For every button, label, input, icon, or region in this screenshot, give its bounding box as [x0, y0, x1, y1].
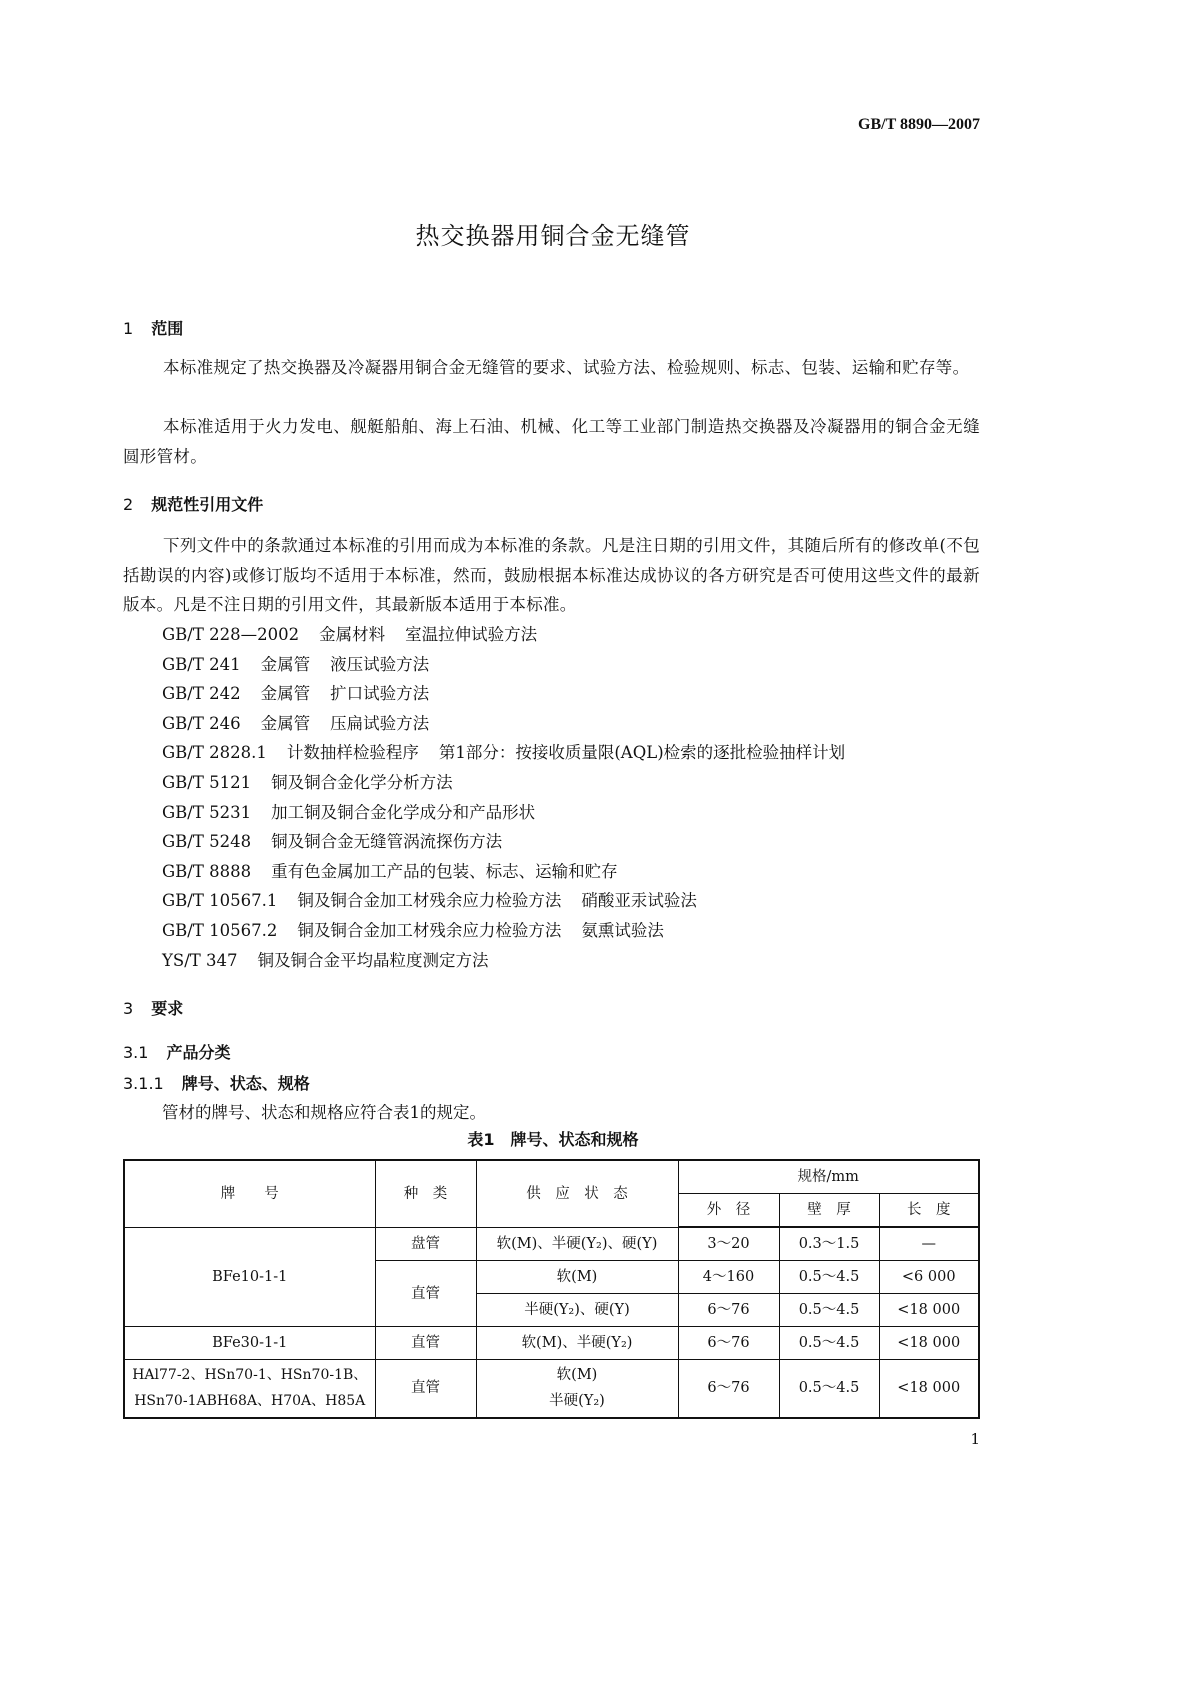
header-grade: 牌 号 [124, 1160, 375, 1227]
reference-code: GB/T 8888 [162, 861, 252, 881]
header-od: 外 径 [678, 1194, 779, 1228]
header-state: 供 应 状 态 [476, 1160, 678, 1227]
cell-wall: 0.5～4.5 [779, 1261, 879, 1294]
section-3-1-heading [123, 1040, 230, 1063]
cell-wall: 0.5～4.5 [779, 1360, 879, 1418]
cell-type: 盘管 [375, 1227, 476, 1261]
cell-length: <6 000 [879, 1261, 979, 1294]
header-spec: 规格/mm [678, 1160, 979, 1194]
reference-code: GB/T 241 [162, 654, 241, 674]
reference-item [162, 886, 845, 916]
cell-grade [124, 1360, 375, 1418]
section-title: 范围 [151, 319, 184, 338]
cell-od: 6～76 [678, 1360, 779, 1418]
section-title: 规范性引用文件 [151, 495, 264, 514]
cell-state: 软(M)、半硬(Y₂)、硬(Y) [476, 1227, 678, 1261]
section-3-heading [123, 996, 183, 1019]
section-title: 牌号、状态、规格 [181, 1074, 310, 1093]
reference-code: GB/T 2828.1 [162, 743, 267, 763]
cell-od: 3～20 [678, 1227, 779, 1261]
section-3-1-1-heading [123, 1071, 310, 1094]
reference-item [162, 946, 845, 976]
reference-title: 铜及铜合金平均晶粒度测定方法 [257, 950, 489, 970]
section-3-1-1-text: 管材的牌号、状态和规格应符合表1的规定。 [162, 1103, 486, 1122]
cell-od: 6～76 [678, 1294, 779, 1327]
section-1-heading [123, 316, 183, 339]
section-1-para-1: 本标准规定了热交换器及冷凝器用铜合金无缝管的要求、试验方法、检验规则、标志、包装、运输和贮存等。 [163, 358, 970, 377]
reference-title: 计数抽样检验程序 [286, 743, 419, 763]
table-row [124, 1227, 979, 1261]
reference-item [162, 857, 845, 887]
cell-od: 6～76 [678, 1327, 779, 1360]
cell-state: 软(M)、半硬(Y₂) [476, 1327, 678, 1360]
reference-code: GB/T 10567.2 [162, 920, 278, 940]
table-caption: 表1 牌号、状态和规格 [467, 1130, 639, 1149]
cell-type: 直管 [375, 1360, 476, 1418]
reference-title: 铜及铜合金无缝管涡流探伤方法 [271, 832, 503, 852]
cell-wall: 0.3～1.5 [779, 1227, 879, 1261]
reference-subtitle: 室温拉伸试验方法 [405, 625, 538, 644]
reference-title: 重有色金属加工产品的包装、标志、运输和贮存 [271, 861, 618, 881]
cell-wall: 0.5～4.5 [779, 1327, 879, 1360]
cell-type: 直管 [375, 1261, 476, 1327]
grade-state-spec-table [123, 1159, 980, 1419]
reference-code: GB/T 228—2002 [162, 625, 300, 644]
section-title: 要求 [151, 999, 184, 1018]
reference-item [162, 827, 845, 857]
reference-item [162, 679, 845, 709]
reference-code: GB/T 5248 [162, 832, 252, 852]
reference-code: GB/T 5121 [162, 772, 252, 792]
reference-item [162, 709, 845, 739]
reference-subtitle: 第1部分：按接收质量限(AQL)检索的逐批检验抽样计划 [438, 743, 846, 763]
section-2-heading [123, 492, 263, 515]
section-number: 3 [123, 999, 134, 1018]
reference-code: GB/T 242 [162, 684, 241, 704]
state-line-2: 半硬(Y₂) [549, 1393, 605, 1410]
cell-state [476, 1360, 678, 1418]
document-title: 热交换器用铜合金无缝管 [415, 222, 691, 250]
reference-title: 铜及铜合金加工材残余应力检验方法 [297, 891, 562, 911]
header-wall: 壁 厚 [779, 1194, 879, 1228]
section-number: 2 [123, 495, 134, 514]
section-1-para-2: 本标准适用于火力发电、舰艇船舶、海上石油、机械、化工等工业部门制造热交换器及冷凝器用的铜合金无缝圆形管材。 [123, 417, 980, 466]
cell-grade: BFe30-1-1 [124, 1327, 375, 1360]
normative-references-list [162, 620, 845, 975]
reference-code: YS/T 347 [162, 950, 238, 970]
reference-title: 铜及铜合金化学分析方法 [271, 772, 453, 792]
header-type: 种 类 [375, 1160, 476, 1227]
reference-title: 金属材料 [319, 625, 386, 644]
reference-item [162, 916, 845, 946]
cell-length: <18 000 [879, 1294, 979, 1327]
cell-length: — [879, 1227, 979, 1261]
cell-grade: BFe10-1-1 [124, 1227, 375, 1327]
reference-subtitle: 氨熏试验法 [581, 920, 664, 940]
cell-length: <18 000 [879, 1327, 979, 1360]
reference-title: 加工铜及铜合金化学成分和产品形状 [271, 802, 536, 822]
standard-number: GB/T 8890—2007 [858, 116, 980, 133]
reference-code: GB/T 5231 [162, 802, 252, 822]
table-header-row [124, 1160, 979, 1194]
cell-type: 直管 [375, 1327, 476, 1360]
reference-item [162, 768, 845, 798]
cell-state: 软(M) [476, 1261, 678, 1294]
section-2-para: 下列文件中的条款通过本标准的引用而成为本标准的条款。凡是注日期的引用文件，其随后所有的修改单(不包括勘误的内容)或修订版均不适用于本标准，然而，鼓励根据本标准达成协议的各方研究是否可使用这些文件的最新版本。凡是不注日期的引用文件，其最新版本适用于本标准。 [123, 536, 980, 615]
cell-length: <18 000 [879, 1360, 979, 1418]
grade-line-2: HSn70-1ABH68A、H70A、H85A [134, 1393, 366, 1410]
reference-item [162, 798, 845, 828]
section-title: 产品分类 [166, 1043, 231, 1062]
reference-subtitle: 压扁试验方法 [330, 713, 430, 733]
cell-wall: 0.5～4.5 [779, 1294, 879, 1327]
cell-od: 4～160 [678, 1261, 779, 1294]
header-length: 长 度 [879, 1194, 979, 1228]
table-row [124, 1360, 979, 1418]
reference-code: GB/T 10567.1 [162, 891, 278, 911]
reference-subtitle: 液压试验方法 [330, 654, 430, 674]
reference-subtitle: 扩口试验方法 [330, 684, 430, 704]
reference-title: 金属管 [260, 713, 311, 733]
reference-title: 铜及铜合金加工材残余应力检验方法 [297, 920, 562, 940]
section-number: 1 [123, 319, 134, 338]
section-number: 3.1.1 [123, 1074, 164, 1093]
cell-state: 半硬(Y₂)、硬(Y) [476, 1294, 678, 1327]
reference-code: GB/T 246 [162, 713, 241, 733]
page-number: 1 [970, 1430, 980, 1448]
reference-item [162, 738, 845, 768]
reference-title: 金属管 [260, 684, 311, 704]
grade-line-1: HAl77-2、HSn70-1、HSn70-1B、 [132, 1367, 368, 1384]
section-number: 3.1 [123, 1043, 149, 1062]
reference-item [162, 620, 845, 650]
state-line-1: 软(M) [556, 1367, 598, 1384]
table-row [124, 1327, 979, 1360]
reference-title: 金属管 [260, 654, 311, 674]
reference-subtitle: 硝酸亚汞试验法 [581, 891, 697, 911]
reference-item [162, 650, 845, 680]
